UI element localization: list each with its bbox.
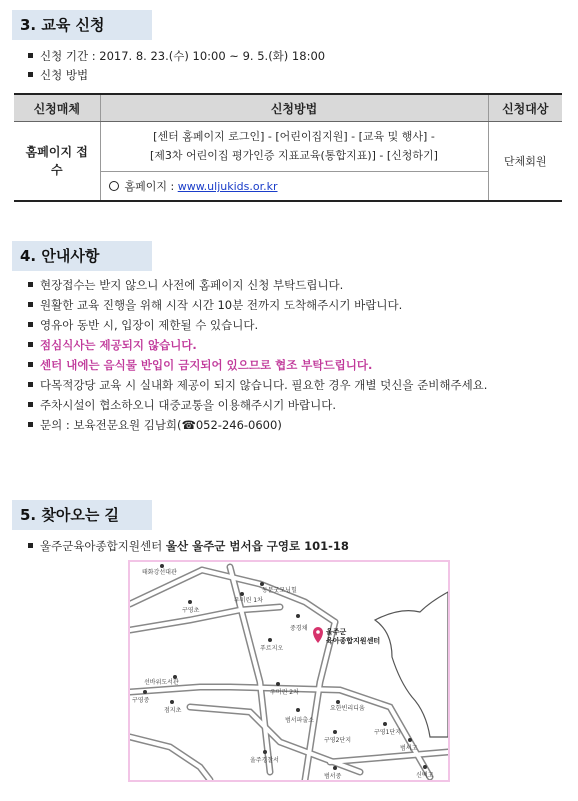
section-5-heading: 5. 찾아오는 길 xyxy=(12,500,152,530)
table-row xyxy=(14,122,562,202)
method-cell xyxy=(100,122,488,202)
center-name-line2: 육아종합지원센터 xyxy=(326,637,381,645)
map-label: 구영중 xyxy=(132,697,150,704)
map-label: 동문굿모닝힐 xyxy=(262,587,297,594)
table-header-row xyxy=(14,94,562,122)
notice-item xyxy=(28,337,197,353)
landmark-dot xyxy=(408,738,412,742)
table-header: 신청매체 xyxy=(14,94,100,122)
map-label: 점지초 xyxy=(164,707,182,714)
map-label: 범서중 xyxy=(324,773,342,780)
landmark-dot xyxy=(268,638,272,642)
address-prefix: 울주군육아종합지원센터 xyxy=(40,539,166,553)
landmark-dot xyxy=(336,700,340,704)
target-text: 단체회원 xyxy=(503,155,547,168)
center-name-line1: 울주군 xyxy=(326,628,347,636)
address-line xyxy=(28,538,349,554)
media-cell xyxy=(14,122,100,202)
river-shape xyxy=(375,592,448,737)
table-header: 신청방법 xyxy=(100,94,488,122)
notice-item xyxy=(28,357,372,373)
map-label: 요한빈리디움 xyxy=(330,705,365,712)
map-label: 구영초 xyxy=(182,607,200,614)
landmark-dot xyxy=(276,682,280,686)
map-label: 신백고 xyxy=(416,772,434,779)
bullet-icon xyxy=(28,72,33,77)
center-marker xyxy=(313,627,380,645)
notice-text: 주차시설이 협소하오니 대중교통을 이용해주시기 바랍니다. xyxy=(40,398,336,412)
homepage-link[interactable]: www.uljukids.or.kr xyxy=(177,180,278,193)
application-period xyxy=(28,48,325,64)
landmark-dot xyxy=(240,592,244,596)
location-map xyxy=(128,560,450,782)
section-3-heading: 3. 교육 신청 xyxy=(12,10,152,40)
table-header: 신청대상 xyxy=(488,94,562,122)
homepage-label: 홈페이지 : xyxy=(124,180,178,193)
landmark-dot xyxy=(296,708,300,712)
notice-item xyxy=(28,377,487,393)
map-label: 울주경찰서 xyxy=(250,757,279,764)
notice-text: 다목적강당 교육 시 실내화 제공이 되지 않습니다. 필요한 경우 개별 덧신을 준비해주세요. xyxy=(40,378,488,392)
notice-text: 센터 내에는 음식물 반입이 금지되어 있으므로 협조 부탁드립니다. xyxy=(40,358,373,372)
notice-text: 원활한 교육 진행을 위해 시작 시간 10분 전까지 도착해주시기 바랍니다. xyxy=(40,298,403,312)
landmark-dot xyxy=(260,582,264,586)
notice-text: 점심식사는 제공되지 않습니다. xyxy=(40,338,197,352)
bullet-icon xyxy=(28,402,33,407)
landmark-dot xyxy=(423,765,427,769)
map-label: 선바위도서관 xyxy=(144,679,179,686)
bullet-icon xyxy=(28,302,33,307)
media-text: 홈페이지 접수 xyxy=(25,145,88,177)
bullet-icon xyxy=(28,342,33,347)
notice-text: 문의 : 보육전문요원 김남희(☎052-246-0600) xyxy=(40,418,282,432)
map-label: 구영2단지 xyxy=(324,737,352,744)
notice-item xyxy=(28,417,282,433)
landmark-dot xyxy=(296,614,300,618)
bullet-icon xyxy=(28,543,33,548)
map-label: 태화강선대관 xyxy=(142,569,177,576)
map-drawing xyxy=(130,562,448,780)
notice-item xyxy=(28,297,402,313)
landmark-dot xyxy=(333,766,337,770)
location-pin-icon xyxy=(313,627,323,643)
map-label: 우미린 1차 xyxy=(234,597,263,604)
method-line-2: [제3차 어린이집 평가인증 지표교육(통합지표)] - [신청하기] xyxy=(150,149,438,162)
bullet-icon xyxy=(28,282,33,287)
method-line-1: [센터 홈페이지 로그인] - [어린이집지원] - [교육 및 행사] - xyxy=(153,130,435,143)
notice-item xyxy=(28,317,258,333)
notice-text: 현장접수는 받지 않으니 사전에 홈페이지 신청 부탁드립니다. xyxy=(40,278,344,292)
notice-text: 영유아 동반 시, 입장이 제한될 수 있습니다. xyxy=(40,318,259,332)
target-cell xyxy=(488,122,562,202)
application-table xyxy=(14,93,562,202)
bullet-icon xyxy=(28,422,33,427)
map-label: 푸르지오 xyxy=(260,645,284,652)
bullet-icon xyxy=(28,53,33,58)
landmark-dot xyxy=(333,730,337,734)
method-steps xyxy=(101,122,488,172)
bullet-icon xyxy=(28,382,33,387)
landmark-dot xyxy=(263,750,267,754)
map-label: 중경채 xyxy=(290,625,308,632)
landmark-dot xyxy=(160,564,164,568)
map-label: 범서고 xyxy=(400,745,418,752)
landmark-dot xyxy=(188,600,192,604)
homepage-row xyxy=(101,172,488,200)
map-label: 범서파출소 xyxy=(285,717,314,724)
circle-bullet-icon xyxy=(109,181,119,191)
landmark-dot xyxy=(383,722,387,726)
landmark-dot xyxy=(170,700,174,704)
map-label: 구영1단지 xyxy=(374,729,402,736)
location-pin-dot xyxy=(316,630,320,634)
application-method-label xyxy=(28,67,88,83)
notice-item xyxy=(28,397,336,413)
notice-item xyxy=(28,277,343,293)
map-label: 우미린 2차 xyxy=(270,689,299,696)
section-4-heading: 4. 안내사항 xyxy=(12,241,152,271)
method-label-text: 신청 방법 xyxy=(40,68,89,82)
address-bold: 울산 울주군 범서읍 구영로 101-18 xyxy=(165,539,349,553)
landmark-dot xyxy=(143,690,147,694)
application-period-text: 신청 기간 : 2017. 8. 23.(수) 10:00 ~ 9. 5.(화) 18:00 xyxy=(40,49,326,63)
bullet-icon xyxy=(28,322,33,327)
bullet-icon xyxy=(28,362,33,367)
